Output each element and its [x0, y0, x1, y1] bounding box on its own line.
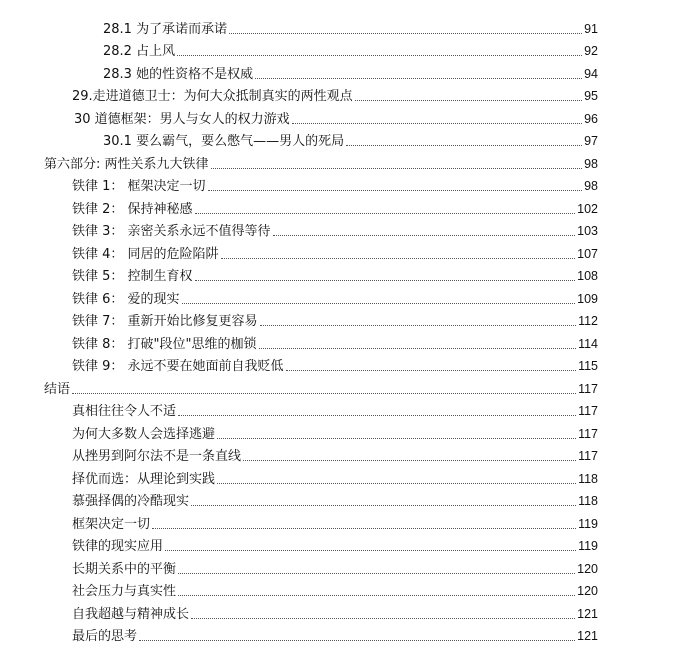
toc-entry-title: 长期关系中的平衡: [72, 562, 176, 577]
dot-leader: [255, 77, 582, 79]
toc-row: [0, 423, 674, 446]
toc-row: [0, 176, 674, 199]
toc-page-number: 119: [578, 517, 598, 532]
toc-entry-title: 铁律 5： 控制生育权: [72, 269, 193, 284]
toc-page-number: 118: [578, 494, 598, 509]
toc-page-number: 98: [584, 179, 598, 194]
toc-page-number: 91: [584, 22, 598, 37]
toc-entry-title: 铁律 4： 同居的危险陷阱: [72, 247, 219, 262]
toc-entry-link[interactable]: [72, 359, 598, 374]
toc-page-number: 117: [578, 427, 598, 442]
dot-leader: [182, 302, 576, 304]
toc-page-number: 117: [578, 404, 598, 419]
dot-leader: [195, 279, 576, 281]
toc-page-number: 108: [577, 269, 598, 284]
toc-entry-title: 择优而选：从理论到实践: [72, 472, 215, 487]
toc-entry-title: 29.走进道德卫士：为何大众抵制真实的两性观点: [72, 89, 353, 104]
toc-entry-link[interactable]: [72, 404, 598, 419]
toc-entry-title: 最后的思考: [72, 629, 137, 644]
toc-entry-link[interactable]: [72, 539, 598, 554]
table-of-contents: [0, 18, 674, 648]
dot-leader: [211, 167, 583, 169]
toc-row: [0, 153, 674, 176]
toc-page-number: 98: [584, 157, 598, 172]
toc-entry-title: 社会压力与真实性: [72, 584, 176, 599]
toc-entry-link[interactable]: [72, 629, 598, 644]
toc-entry-title: 30 道德框架：男人与女人的权力游戏: [74, 112, 290, 127]
toc-entry-title: 结语: [44, 382, 70, 397]
toc-row: [0, 63, 674, 86]
dot-leader: [195, 212, 576, 214]
toc-page-number: 112: [578, 314, 598, 329]
toc-entry-link[interactable]: [72, 607, 598, 622]
dot-leader: [273, 234, 576, 236]
dot-leader: [191, 504, 576, 506]
toc-entry-link[interactable]: [103, 22, 598, 37]
toc-page-number: 121: [577, 629, 598, 644]
toc-page-number: 121: [577, 607, 598, 622]
toc-row: [0, 603, 674, 626]
dot-leader: [346, 144, 582, 146]
dot-leader: [191, 617, 575, 619]
toc-entry-link[interactable]: [72, 427, 598, 442]
toc-row: [0, 198, 674, 221]
dot-leader: [229, 32, 582, 34]
toc-entry-title: 从挫男到阿尔法不是一条直线: [72, 449, 241, 464]
toc-row: [0, 311, 674, 334]
toc-row: [0, 18, 674, 41]
toc-entry-link[interactable]: [72, 337, 598, 352]
toc-entry-title: 28.2 占上风: [103, 44, 175, 59]
dot-leader: [292, 122, 582, 124]
toc-row: [0, 243, 674, 266]
toc-entry-title: 铁律 2： 保持神秘感: [72, 202, 193, 217]
toc-entry-link[interactable]: [72, 292, 598, 307]
toc-row: [0, 333, 674, 356]
toc-row: [0, 468, 674, 491]
dot-leader: [72, 392, 576, 394]
dot-leader: [178, 572, 575, 574]
toc-page-number: 96: [584, 112, 598, 127]
dot-leader: [286, 369, 577, 371]
toc-entry-link[interactable]: [72, 517, 598, 532]
toc-row: [0, 378, 674, 401]
toc-entry-link[interactable]: [72, 269, 598, 284]
toc-entry-title: 慕强择偶的冷酷现实: [72, 494, 189, 509]
dot-leader: [217, 437, 576, 439]
toc-row: [0, 558, 674, 581]
toc-page-number: 115: [578, 359, 598, 374]
toc-entry-title: 为何大多数人会选择逃避: [72, 427, 215, 442]
dot-leader: [177, 54, 582, 56]
toc-row: [0, 356, 674, 379]
dot-leader: [217, 482, 576, 484]
toc-entry-link[interactable]: [72, 89, 598, 104]
toc-page-number: 120: [577, 584, 598, 599]
toc-page-number: 109: [577, 292, 598, 307]
toc-page-number: 95: [584, 89, 598, 104]
dot-leader: [243, 459, 576, 461]
toc-page-number: 117: [578, 382, 598, 397]
dot-leader: [139, 639, 575, 641]
dot-leader: [259, 347, 577, 349]
toc-row: [0, 41, 674, 64]
dot-leader: [221, 257, 576, 259]
toc-entry-title: 真相往往令人不适: [72, 404, 176, 419]
dot-leader: [355, 99, 582, 101]
toc-page-number: 94: [584, 67, 598, 82]
toc-entry-link[interactable]: [44, 157, 598, 172]
toc-page-number: 92: [584, 44, 598, 59]
toc-entry-link[interactable]: [103, 44, 598, 59]
toc-entry-title: 30.1 要么霸气，要么憋气——男人的死局: [103, 134, 344, 149]
toc-entry-title: 铁律 6： 爱的现实: [72, 292, 180, 307]
toc-entry-title: 铁律 8： 打破"段位"思维的枷锁: [72, 337, 257, 352]
toc-page-number: 103: [577, 224, 598, 239]
toc-entry-link[interactable]: [72, 314, 598, 329]
toc-row: [0, 401, 674, 424]
toc-row: [0, 221, 674, 244]
toc-row: [0, 108, 674, 131]
toc-entry-title: 铁律的现实应用: [72, 539, 163, 554]
toc-entry-link[interactable]: [74, 112, 598, 127]
toc-entry-title: 铁律 7： 重新开始比修复更容易: [72, 314, 258, 329]
toc-entry-link[interactable]: [72, 472, 598, 487]
toc-row: [0, 86, 674, 109]
toc-entry-link[interactable]: [72, 449, 598, 464]
toc-entry-title: 自我超越与精神成长: [72, 607, 189, 622]
toc-entry-title: 铁律 3： 亲密关系永远不值得等待: [72, 224, 271, 239]
toc-row: [0, 266, 674, 289]
toc-entry-title: 铁律 1： 框架决定一切: [72, 179, 206, 194]
toc-row: [0, 288, 674, 311]
toc-entry-link[interactable]: [44, 382, 598, 397]
toc-page-number: 102: [577, 202, 598, 217]
toc-row: [0, 131, 674, 154]
dot-leader: [208, 189, 583, 191]
toc-entry-link[interactable]: [72, 202, 598, 217]
toc-entry-link[interactable]: [103, 134, 598, 149]
dot-leader: [178, 414, 576, 416]
toc-page-number: 120: [577, 562, 598, 577]
toc-row: [0, 536, 674, 559]
toc-entry-link[interactable]: [72, 224, 598, 239]
toc-entry-link[interactable]: [72, 494, 598, 509]
toc-page-number: 119: [578, 539, 598, 554]
toc-entry-link[interactable]: [72, 247, 598, 262]
toc-entry-title: 框架决定一切: [72, 517, 150, 532]
dot-leader: [152, 527, 576, 529]
toc-row: [0, 446, 674, 469]
toc-entry-link[interactable]: [72, 179, 598, 194]
toc-row: [0, 513, 674, 536]
toc-entry-title: 铁律 9： 永远不要在她面前自我贬低: [72, 359, 284, 374]
dot-leader: [165, 549, 576, 551]
toc-page-number: 107: [577, 247, 598, 262]
toc-row: [0, 581, 674, 604]
toc-page-number: 117: [578, 449, 598, 464]
toc-page-number: 97: [584, 134, 598, 149]
toc-entry-link[interactable]: [72, 562, 598, 577]
toc-page-number: 114: [578, 337, 598, 352]
toc-page-number: 118: [578, 472, 598, 487]
toc-entry-link[interactable]: [72, 584, 598, 599]
toc-row: [0, 626, 674, 648]
toc-row: [0, 491, 674, 514]
toc-entry-title: 28.1 为了承诺而承诺: [103, 22, 227, 37]
dot-leader: [178, 594, 575, 596]
dot-leader: [260, 324, 577, 326]
toc-entry-title: 28.3 她的性资格不是权威: [103, 67, 253, 82]
toc-entry-link[interactable]: [103, 67, 598, 82]
toc-entry-title: 第六部分: 两性关系九大铁律: [44, 157, 209, 172]
